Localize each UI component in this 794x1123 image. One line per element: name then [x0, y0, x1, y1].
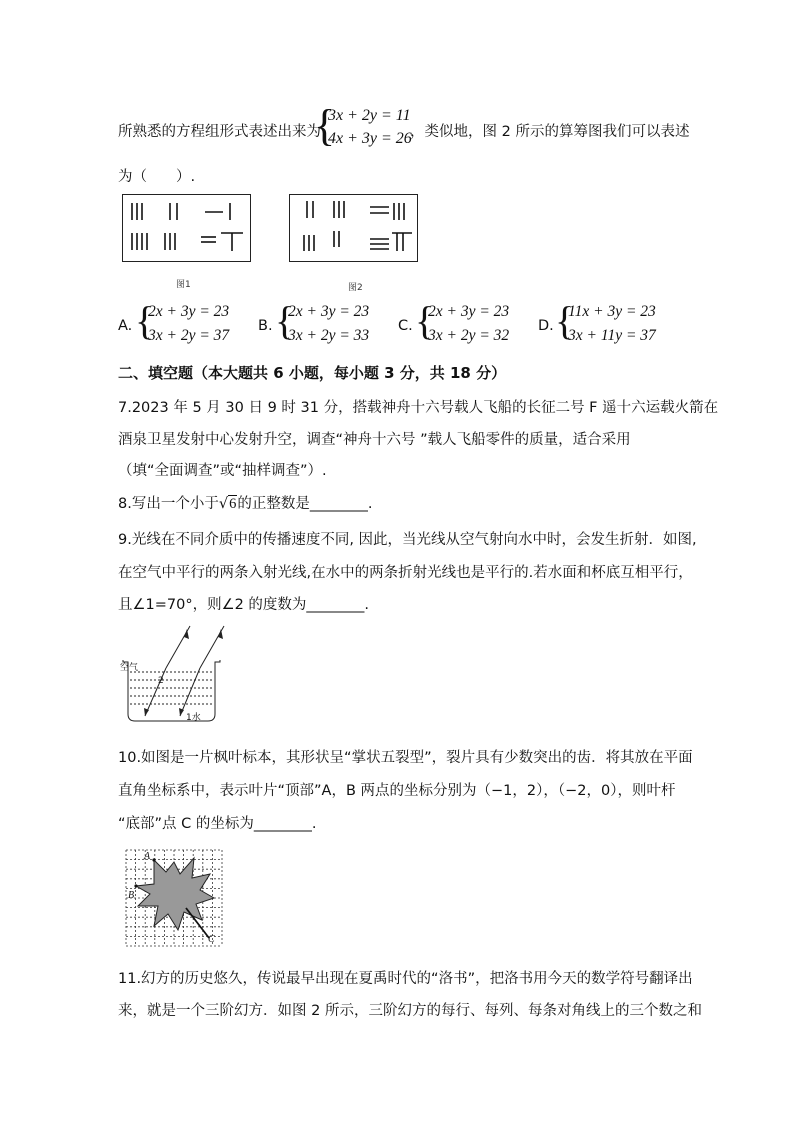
fig-label-air: 空气: [120, 663, 139, 673]
q6-system-eq2: 4x + 3y = 26: [328, 130, 412, 147]
option-b-eq1: 2x + 3y = 23: [288, 303, 370, 320]
q6-line1-suffix: ，类似地，图 2 所示的算筹图我们可以表述: [410, 124, 690, 140]
option-b[interactable]: [258, 300, 398, 348]
q10-line2: 直角坐标系中，表示叶片“顶部”A，B 两点的坐标分别为（−1，2），（−2，0），则叶杆: [118, 783, 676, 799]
option-c-label: C.: [398, 318, 413, 334]
option-d-brace: {: [555, 298, 575, 343]
counting-rod-figure-1: [122, 194, 251, 262]
maple-leaf-figure: [124, 848, 224, 948]
q10-line3: “底部”点 C 的坐标为________.: [118, 816, 317, 832]
q9-line3: 且∠1=70°，则∠2 的度数为________.: [118, 597, 370, 613]
option-d[interactable]: [538, 300, 688, 348]
point-c-label: C: [208, 934, 215, 945]
refraction-figure: [118, 624, 228, 724]
q6-line2: 为（ ）.: [118, 169, 196, 185]
maple-leaf-drawing: [124, 848, 224, 948]
option-a[interactable]: [118, 300, 258, 348]
q7-line1: 7.2023 年 5 月 30 日 9 时 31 分，搭载神舟十六号载人飞船的长征二号 F 遥十六运载火箭在: [118, 400, 719, 416]
option-b-brace: {: [275, 298, 295, 343]
q6-system-brace: {: [314, 101, 336, 150]
q7-line3: （填“全面调查”或“抽样调查”）.: [118, 463, 327, 479]
option-a-eq2: 3x + 2y = 37: [148, 327, 230, 344]
q6-system-eq1: 3x + 2y = 11: [328, 107, 411, 124]
q10-line1: 10.如图是一片枫叶标本，其形状呈“掌状五裂型”，裂片具有少数突出的齿．将其放在平面: [118, 750, 693, 766]
option-d-eq1: 11x + 3y = 23: [568, 303, 656, 320]
q8-prefix: 8.写出一个小于: [118, 496, 219, 512]
section-2-heading: 二、填空题（本大题共 6 小题，每小题 3 分，共 18 分）: [118, 364, 507, 382]
point-a-label: A: [144, 851, 151, 862]
option-a-label: A.: [118, 318, 133, 334]
option-c-eq2: 3x + 2y = 32: [428, 327, 510, 344]
q8-line: [118, 492, 372, 513]
option-b-label: B.: [258, 318, 273, 334]
counting-rod-figure-2-drawing: [290, 195, 417, 261]
counting-rod-figure-1-drawing: [123, 195, 250, 261]
point-b-label: B: [128, 890, 135, 901]
fig-label-angle-2: 2: [158, 676, 164, 686]
refraction-figure-drawing: [118, 624, 228, 724]
option-d-label: D.: [538, 318, 554, 334]
q9-line2: 在空气中平行的两条入射光线,在水中的两条折射光线也是平行的.若水面和杯底互相平行，: [118, 565, 693, 581]
q7-line2: 酒泉卫星发射中心发射升空，调查“神舟十六号 ”载人飞船零件的质量，适合采用: [118, 432, 631, 448]
option-c-eq1: 2x + 3y = 23: [428, 303, 510, 320]
option-d-eq2: 3x + 11y = 37: [568, 327, 656, 344]
option-b-eq2: 3x + 2y = 33: [288, 327, 370, 344]
q9-line1: 9.光线在不同介质中的传播速度不同, 因此，当光线从空气射向水中时，会发生折射．如图,: [118, 532, 697, 548]
option-a-brace: {: [135, 298, 155, 343]
figure-2-caption: 图2: [348, 283, 363, 293]
sqrt-symbol: √: [218, 496, 229, 512]
counting-rod-figure-2: [289, 194, 418, 262]
fig-label-angle-1-water: 1水: [186, 713, 201, 723]
q8-suffix: 的正整数是________.: [237, 496, 373, 512]
option-c-brace: {: [415, 298, 435, 343]
option-c[interactable]: [398, 300, 538, 348]
q8-radicand: 6: [229, 496, 237, 512]
q6-line1-prefix: 所熟悉的方程组形式表述出来为: [118, 124, 321, 140]
q11-line2: 来，就是一个三阶幻方．如图 2 所示，三阶幻方的每行、每列、每条对角线上的三个数之和: [118, 1003, 702, 1019]
option-a-eq1: 2x + 3y = 23: [148, 303, 230, 320]
q11-line1: 11.幻方的历史悠久，传说最早出现在夏禹时代的“洛书”，把洛书用今天的数学符号翻译出: [118, 971, 693, 987]
figure-1-caption: 图1: [176, 280, 191, 290]
